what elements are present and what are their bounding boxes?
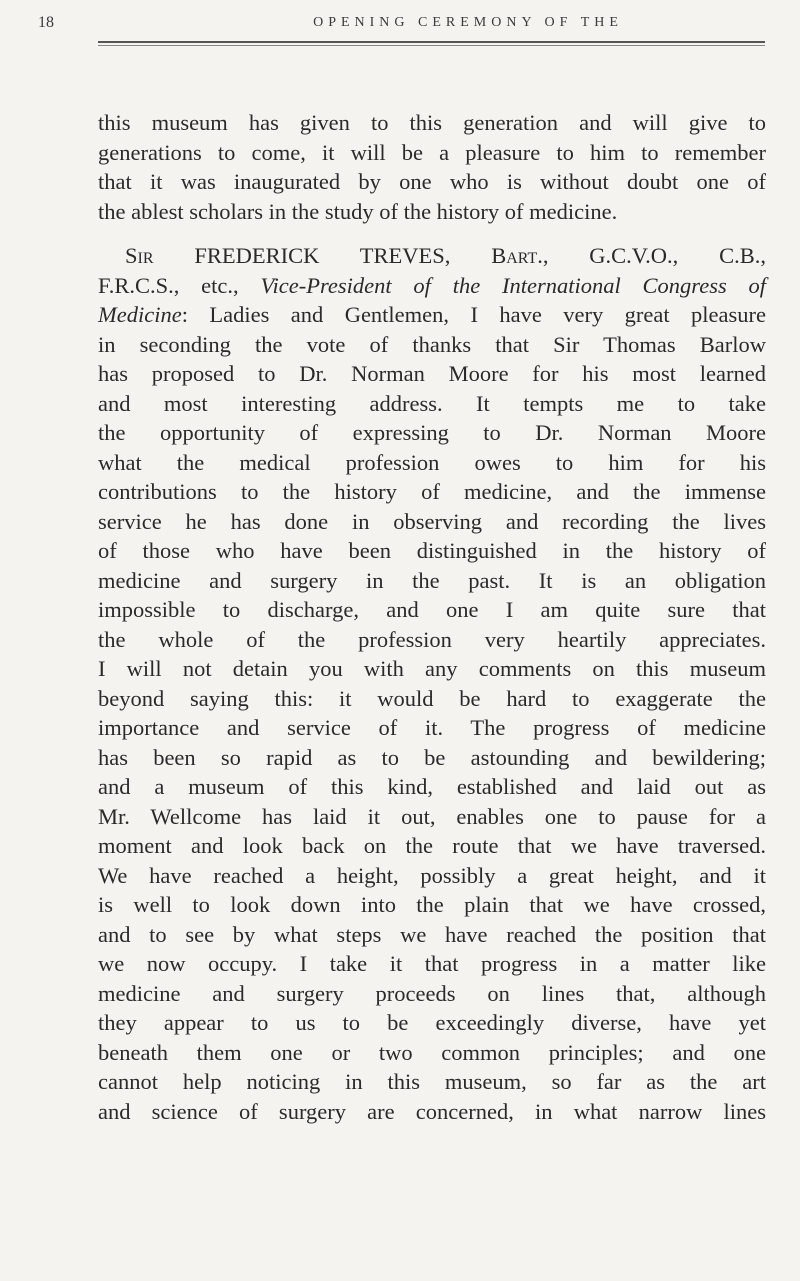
- text-line: of those who have been distinguished in the history of: [98, 538, 766, 563]
- text-line: impossible to discharge, and one I am quite sure that: [98, 597, 766, 622]
- text-line: I will not detain you with any comments on this museum: [98, 656, 766, 681]
- text-line: generations to come, it will be a pleasure to him to remember: [98, 139, 766, 165]
- text-line: what the medical profession owes to him for his: [98, 449, 766, 475]
- text-line: we now occupy. I take it that progress in a matter like: [98, 951, 766, 976]
- speaker-line: [98, 241, 766, 271]
- speaker-name: Sir FREDERICK TREVES, Bart., G.C.V.O., C.B.,: [125, 243, 766, 268]
- header-rule-thick: [98, 41, 765, 43]
- text-line: moment and look back on the route that we have traversed.: [98, 833, 766, 858]
- speech-opening: : Ladies and Gentlemen, I have very great pleasure: [181, 302, 766, 327]
- text-line: beneath them one or two common principles; and one: [98, 1039, 766, 1065]
- text-line: medicine and surgery in the past. It is an obligation: [98, 567, 766, 593]
- header-rule-thin: [98, 45, 765, 46]
- text-line: the whole of the profession very heartily appreciates.: [98, 626, 766, 652]
- text-line: beyond saying this: it would be hard to exaggerate the: [98, 685, 766, 711]
- text-line: the ablest scholars in the study of the history of medicine.: [98, 198, 618, 224]
- text-line: We have reached a height, possibly a great height, and it: [98, 862, 766, 888]
- text-line: is well to look down into the plain that we have crossed,: [98, 892, 766, 917]
- paragraph-2: [98, 241, 766, 1126]
- text-line: they appear to us to be exceedingly diverse, have yet: [98, 1010, 766, 1035]
- speaker-title-italic-end: Medicine: [98, 302, 182, 327]
- text-line: this museum has given to this generation and will give to: [98, 110, 766, 135]
- text-line: and science of surgery are concerned, in what narrow lines: [98, 1098, 766, 1124]
- running-head: OPENING CEREMONY OF THE: [313, 15, 623, 30]
- text-line: in seconding the vote of thanks that Sir Thomas Barlow: [98, 331, 766, 357]
- text-line: the opportunity of expressing to Dr. Norman Moore: [98, 420, 766, 445]
- text-line: contributions to the history of medicine, and the immense: [98, 479, 766, 504]
- text-line: and a museum of this kind, established and laid out as: [98, 774, 766, 799]
- body-text: [98, 108, 766, 1126]
- text-line: that it was inaugurated by one who is without doubt one of: [98, 169, 766, 194]
- text-line: and most interesting address. It tempts me to take: [98, 390, 766, 416]
- text-line: [98, 271, 766, 301]
- text-line: has proposed to Dr. Norman Moore for his most learned: [98, 361, 766, 386]
- page-number: 18: [38, 14, 54, 31]
- paragraph-1: [98, 108, 766, 226]
- text-line: service he has done in observing and recording the lives: [98, 508, 766, 534]
- text-line: importance and service of it. The progress of medicine: [98, 715, 766, 740]
- text-line: has been so rapid as to be astounding and bewildering;: [98, 744, 766, 770]
- text-line: cannot help noticing in this museum, so far as the art: [98, 1069, 766, 1094]
- speaker-title-italic: Vice-President of the International Congress of: [260, 272, 766, 298]
- paragraph-gap: [98, 226, 766, 241]
- text-line: Mr. Wellcome has laid it out, enables one to pause for a: [98, 803, 766, 829]
- text-line: and to see by what steps we have reached the position that: [98, 921, 766, 947]
- text-line: [98, 300, 766, 330]
- speaker-credentials: F.R.C.S., etc.,: [98, 272, 239, 298]
- text-line: medicine and surgery proceeds on lines that, although: [98, 980, 766, 1006]
